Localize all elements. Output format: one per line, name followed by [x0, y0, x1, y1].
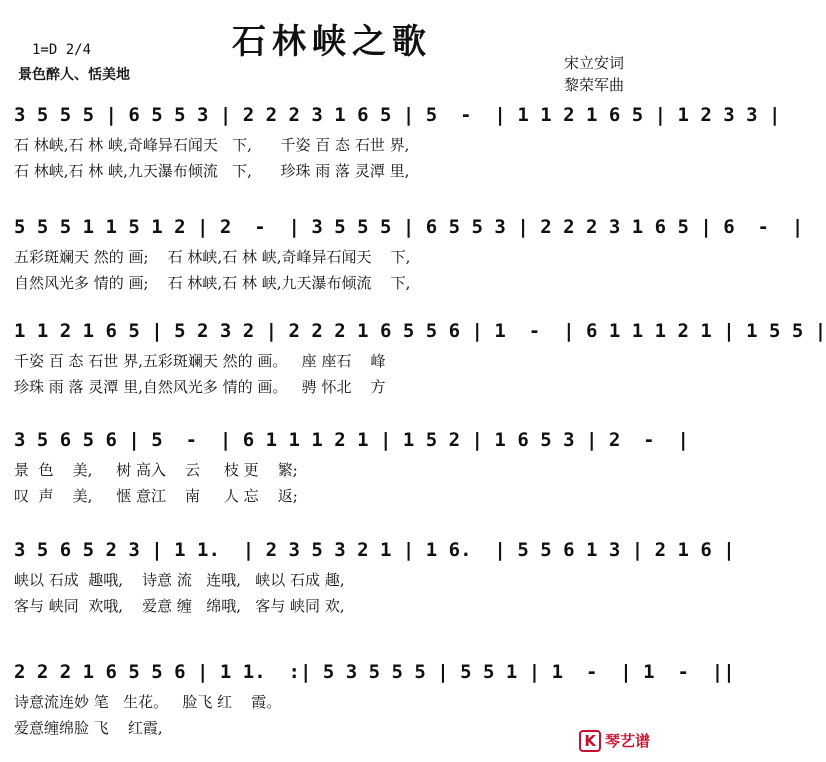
notation-line: 5 5 5 1 1 5 1 2 | 2 - | 3 5 5 5 | 6 5 5 3 | 2 2 2 3 1 6 5 | 6 - | [14, 216, 804, 238]
notation-line: 3 5 6 5 6 | 5 - | 6 1 1 1 2 1 | 1 5 2 | 1 6 5 3 | 2 - | [14, 429, 689, 451]
lyricist: 宋立安词 [563, 54, 624, 72]
key-signature: 1=D 2/4 [32, 42, 92, 58]
score-system-4 [14, 425, 689, 509]
lyrics-verse-1: 石 林峡,石 林 峡,奇峰异石闻天 下, 千姿 百 态 石世 界, [14, 136, 410, 154]
score-system-1 [14, 100, 781, 184]
lyrics-verse-2: 珍珠 雨 落 灵潭 里,自然风光多 情的 画。 骋 怀北 方 [14, 378, 386, 396]
watermark-text: 琴艺谱 [604, 732, 650, 750]
notation-line: 3 5 5 5 | 6 5 5 3 | 2 2 2 3 1 6 5 | 5 - | 1 1 2 1 6 5 | 1 2 3 3 | [14, 104, 781, 126]
lyrics-verse-1: 五彩斑斓天 然的 画; 石 林峡,石 林 峡,奇峰异石闻天 下, [14, 248, 411, 266]
score-system-6 [14, 657, 735, 741]
lyrics-verse-1: 峡以 石成 趣哦, 诗意 流 连哦, 峡以 石成 趣, [14, 571, 345, 589]
score-system-3 [14, 316, 826, 400]
score-system-2 [14, 212, 804, 296]
expression-marking: 景色醉人、恬美地 [18, 67, 130, 83]
lyrics-verse-2: 叹 声 美, 惬 意江 南 人 忘 返; [14, 487, 298, 505]
lyrics-verse-1: 千姿 百 态 石世 界,五彩斑斓天 然的 画。 座 座石 峰 [14, 352, 386, 370]
notation-line: 2 2 2 1 6 5 5 6 | 1 1. :| 5 3 5 5 5 | 5 5 1 | 1 - | 1 - || [14, 661, 735, 683]
composer: 黎荣军曲 [563, 76, 624, 94]
lyrics-verse-2: 自然风光多 情的 画; 石 林峡,石 林 峡,九天瀑布倾流 下, [14, 274, 411, 292]
notation-line: 3 5 6 5 2 3 | 1 1. | 2 3 5 3 2 1 | 1 6. | 5 5 6 1 3 | 2 1 6 | [14, 539, 735, 561]
logo-icon: K [579, 730, 601, 752]
lyrics-verse-2: 爱意缠绵脸 飞 红霞, [14, 719, 163, 737]
song-title: 石林峡之歌 [232, 22, 432, 62]
lyrics-verse-1: 诗意流连妙 笔 生花。 脸飞 红 霞。 [14, 693, 282, 711]
watermark-logo [579, 730, 650, 752]
lyrics-verse-1: 景 色 美, 树 高入 云 枝 更 繁; [14, 461, 298, 479]
score-system-5 [14, 535, 735, 619]
lyrics-verse-2: 石 林峡,石 林 峡,九天瀑布倾流 下, 珍珠 雨 落 灵潭 里, [14, 162, 410, 180]
lyrics-verse-2: 客与 峡同 欢哦, 爱意 缠 绵哦, 客与 峡同 欢, [14, 597, 345, 615]
notation-line: 1 1 2 1 6 5 | 5 2 3 2 | 2 2 2 1 6 5 5 6 | 1 - | 6 1 1 1 2 1 | 1 5 5 | [14, 320, 826, 342]
